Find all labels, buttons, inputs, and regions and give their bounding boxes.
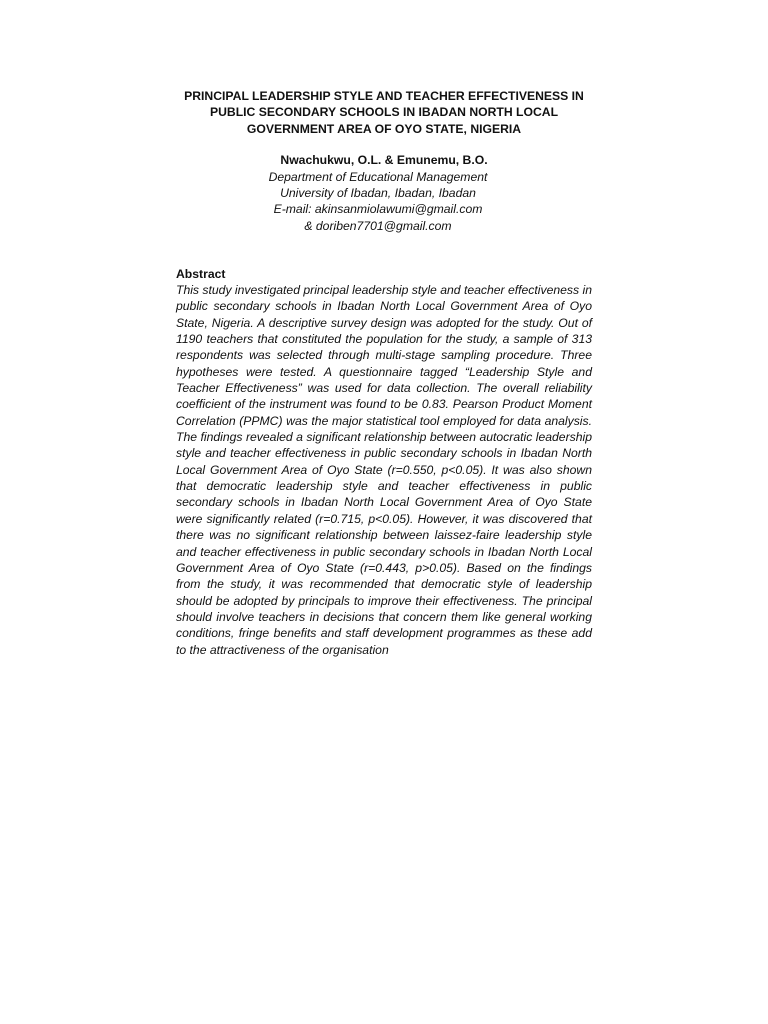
affiliation-university: University of Ibadan, Ibadan, Ibadan: [280, 186, 476, 201]
abstract-heading: Abstract: [176, 267, 226, 281]
paper-title: [150, 88, 618, 137]
affiliation-department: Department of Educational Management: [268, 170, 488, 184]
paper-title-line-1: PRINCIPAL LEADERSHIP STYLE AND TEACHER EFFECTIVENESS IN: [184, 89, 584, 103]
paper-title-line-2: PUBLIC SECONDARY SCHOOLS IN IBADAN NORTH LOCAL: [209, 105, 559, 120]
author-affiliation: [150, 169, 606, 234]
affiliation-email-primary: E-mail: akinsanmiolawumi@gmail.com: [273, 202, 483, 217]
affiliation-email-secondary: & doriben7701@gmail.com: [304, 218, 452, 233]
paper-authors: Nwachukwu, O.L. & Emunemu, B.O.: [280, 153, 488, 167]
abstract-body: This study investigated principal leadership style and teacher effectiveness in public secondary schools in Ibadan North Local Government Area of Oyo State, Nigeria. A descriptive survey design was adopted for the study. Out of 1190 teachers that constituted the population for the study, a sample of 313 respondents was selected through multi-stage sampling procedure. Three hypotheses were tested. A questionnaire tagged “Leadership Style and Teacher Effectiveness” was used for data collection. The overall reliability coefficient of the instrument was found to be 0.83. Pearson Product Moment Correlation (PPMC) was the major statistical tool employed for data analysis. The findings revealed a significant relationship between autocratic leadership style and teacher effectiveness in public secondary schools in Ibadan North Local Government Area of Oyo State (r=0.550, p<0.05). It was also shown that democratic leadership style and teacher effectiveness in public secondary schools in Ibadan North Local Government Area of Oyo State were significantly related (r=0.715, p<0.05). However, it was discovered that there was no significant relationship between laissez-faire leadership style and teacher effectiveness in public secondary schools in Ibadan North Local Government Area of Oyo State (r=0.443, p>0.05). Based on the findings from the study, it was recommended that democratic style of leadership should be adopted by principals to improve their effectiveness. The principal should involve teachers in decisions that concern them like general working conditions, fringe benefits and staff development programmes as these add to the attractiveness of the organisation: [176, 283, 592, 657]
paper-title-line-3: GOVERNMENT AREA OF OYO STATE, NIGERIA: [246, 121, 522, 136]
